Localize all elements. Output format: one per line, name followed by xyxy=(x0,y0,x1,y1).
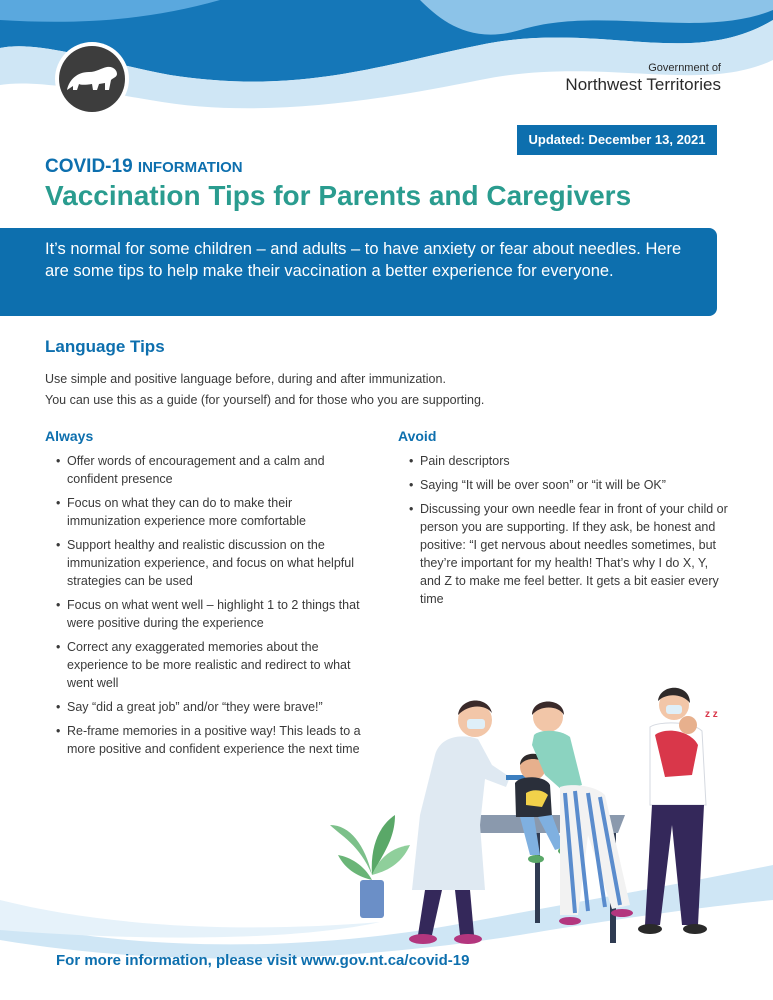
avoid-list xyxy=(398,452,728,614)
list-item: • Focus on what they can do to make their immunization experience more comfortable xyxy=(45,494,363,530)
list-item: • Say “did a great job” and/or “they were brave!” xyxy=(45,698,363,716)
list-item: • Support healthy and realistic discussion on the immunization experience, and focus on what helpful strategies can be used xyxy=(45,536,363,590)
gov-line1: Government of xyxy=(648,62,721,74)
language-tips-heading: Language Tips xyxy=(45,337,165,356)
list-item: • Correct any exaggerated memories about the experience to be more realistic and redirect to what went well xyxy=(45,638,363,692)
sleep-text: z z xyxy=(705,709,718,720)
updated-badge: Updated: December 13, 2021 xyxy=(517,125,717,155)
list-item: • Saying “It will be over soon” or “it will be OK” xyxy=(398,476,728,494)
avoid-heading: Avoid xyxy=(398,428,437,444)
footer-info-link[interactable]: For more information, please visit www.gov.nt.ca/covid-19 xyxy=(56,952,470,969)
language-tips-intro xyxy=(45,369,484,411)
always-heading: Always xyxy=(45,428,94,444)
father-figure xyxy=(638,688,718,934)
gnwt-logo xyxy=(55,42,129,116)
gov-line2: Northwest Territories xyxy=(565,75,721,94)
list-item: • Offer words of encouragement and a calm and confident presence xyxy=(45,452,363,488)
intro-line2: You can use this as a guide (for yourself) and for those who you are supporting. xyxy=(45,393,485,407)
vaccination-illustration xyxy=(320,675,773,950)
page-title: Vaccination Tips for Parents and Caregivers xyxy=(45,180,632,211)
intro-banner xyxy=(0,228,717,316)
eyebrow-small: INFORMATION xyxy=(137,159,243,176)
eyebrow-main: COVID-19 xyxy=(45,156,133,177)
polar-bear-icon xyxy=(55,42,129,116)
list-item: • Discussing your own needle fear in front of your child or person you are supporting. If they ask, be honest and positive: “I get nervous about needles sometimes, but they’re important for my health! That’s why I do X, Y, and Z to make me feel better. It gets a bit easier every time xyxy=(398,500,728,608)
list-item: • Focus on what went well – highlight 1 to 2 things that were positive during the experience xyxy=(45,596,363,632)
intro-line1: Use simple and positive language before, during and after immunization. xyxy=(45,372,446,386)
list-item: • Re-frame memories in a positive way! This leads to a more positive and confident experience the next time xyxy=(45,722,363,758)
plant-icon xyxy=(330,815,410,918)
government-wordmark xyxy=(565,62,721,94)
list-item: • Pain descriptors xyxy=(398,452,728,470)
always-list xyxy=(45,452,363,764)
eyebrow xyxy=(45,156,243,178)
banner-text: It’s normal for some children – and adults – to have anxiety or fear about needles. Here are some tips to help make their vaccination a better experience for everyone. xyxy=(45,240,682,280)
